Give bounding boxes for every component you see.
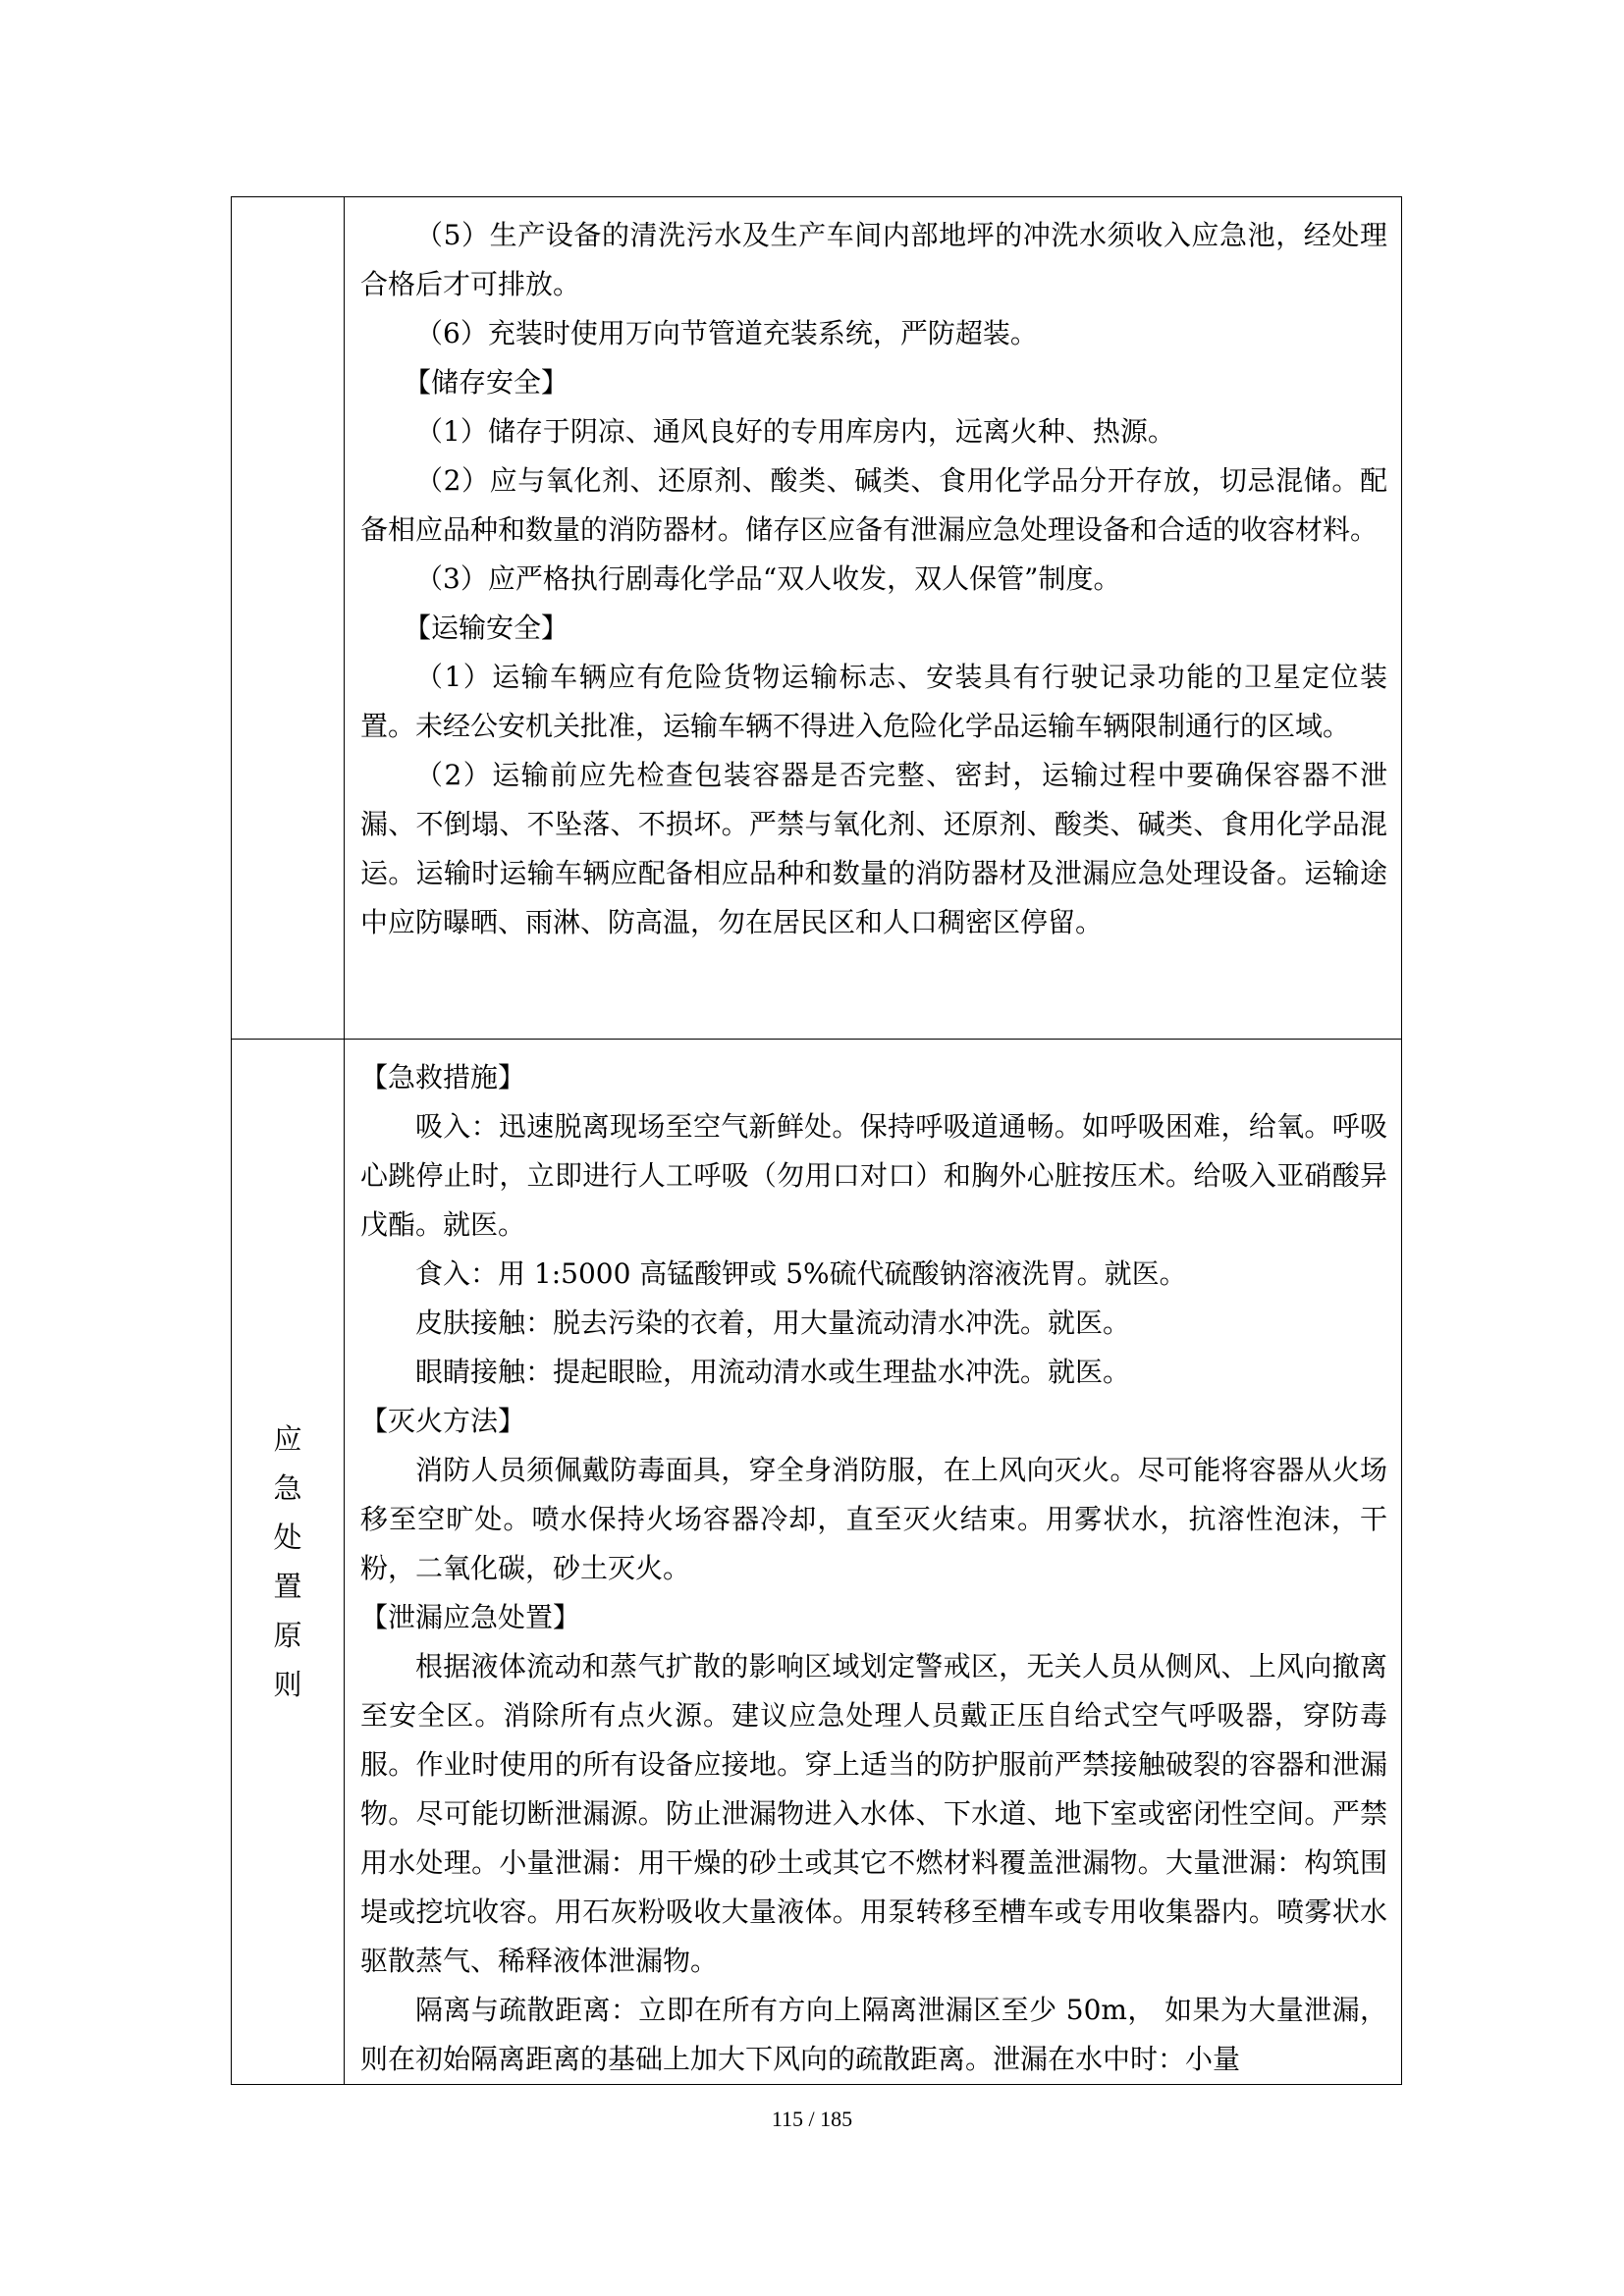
section-heading: 【灭火方法】 <box>360 1405 526 1437</box>
page-number: 115 / 185 <box>771 2107 853 2131</box>
section-heading: 【储存安全】 <box>404 366 569 399</box>
table-row <box>232 197 1402 1040</box>
paragraph: （2）运输前应先检查包装容器是否完整、密封，运输过程中要确保容器不泄漏、不倒塌、不坠落、不损坏。严禁与氧化剂、还原剂、酸类、碱类、食用化学品混运。运输时运输车辆应配备相应品种和数量的消防器材及泄漏应急处理设备。运输途中应防曝晒、雨淋、防高温，勿在居民区和人口稠密区停留。 <box>360 759 1387 938</box>
section-heading: 【运输安全】 <box>404 612 569 644</box>
section-heading: 【泄漏应急处置】 <box>360 1601 581 1633</box>
paragraph: （6）充装时使用万向节管道充装系统，严防超装。 <box>415 317 1038 349</box>
emergency-response-text <box>345 1040 1401 2084</box>
safety-measures-text <box>345 197 1401 947</box>
paragraph: 眼睛接触：提起眼睑，用流动清水或生理盐水冲洗。就医。 <box>415 1356 1131 1388</box>
row-label-cell <box>232 197 345 1040</box>
paragraph: （3）应严格执行剧毒化学品“双人收发，双人保管”制度。 <box>415 562 1121 595</box>
row-label-cell <box>232 1040 345 2085</box>
paragraph: （2）应与氧化剂、还原剂、酸类、碱类、食用化学品分开存放，切忌混储。配备相应品种和数量的消防器材。储存区应备有泄漏应急处理设备和合适的收容材料。 <box>360 464 1387 546</box>
paragraph: 食入：用 1:5000 高锰酸钾或 5%硫代硫酸钠溶液洗胃。就医。 <box>415 1257 1187 1290</box>
paragraph: 隔离与疏散距离：立即在所有方向上隔离泄漏区至少 50m， 如果为大量泄漏，则在初始隔离距离的基础上加大下风向的疏散距离。泄漏在水中时：小量 <box>360 1994 1388 2075</box>
content-table <box>231 196 1402 2085</box>
paragraph: 吸入：迅速脱离现场至空气新鲜处。保持呼吸道通畅。如呼吸困难，给氧。呼吸心跳停止时，立即进行人工呼吸（勿用口对口）和胸外心脏按压术。给吸入亚硝酸异戊酯。就医。 <box>360 1110 1387 1241</box>
content-cell <box>345 1040 1402 2085</box>
paragraph: （1）储存于阴凉、通风良好的专用库房内，远离火种、热源。 <box>415 415 1175 448</box>
row-label: 应急处置原则 <box>273 1422 302 1701</box>
content-cell <box>345 197 1402 1040</box>
paragraph: 皮肤接触：脱去污染的衣着，用大量流动清水冲洗。就医。 <box>415 1307 1131 1339</box>
paragraph: 消防人员须佩戴防毒面具，穿全身消防服，在上风向灭火。尽可能将容器从火场移至空旷处。喷水保持火场容器冷却，直至灭火结束。用雾状水，抗溶性泡沫，干粉，二氧化碳，砂土灭火。 <box>360 1454 1387 1584</box>
paragraph: （1）运输车辆应有危险货物运输标志、安装具有行驶记录功能的卫星定位装置。未经公安机关批准，运输车辆不得进入危险化学品运输车辆限制通行的区域。 <box>360 661 1387 742</box>
table-row <box>232 1040 1402 2085</box>
paragraph: （5）生产设备的清洗污水及生产车间内部地坪的冲洗水须收入应急池，经处理合格后才可排放。 <box>360 219 1387 300</box>
paragraph: 根据液体流动和蒸气扩散的影响区域划定警戒区，无关人员从侧风、上风向撤离至安全区。消除所有点火源。建议应急处理人员戴正压自给式空气呼吸器，穿防毒服。作业时使用的所有设备应接地。穿上适当的防护服前严禁接触破裂的容器和泄漏物。尽可能切断泄漏源。防止泄漏物进入水体、下水道、地下室或密闭性空间。严禁用水处理。小量泄漏：用干燥的砂土或其它不燃材料覆盖泄漏物。大量泄漏：构筑围堤或挖坑收容。用石灰粉吸收大量液体。用泵转移至槽车或专用收集器内。喷雾状水驱散蒸气、稀释液体泄漏物。 <box>360 1650 1387 1977</box>
section-heading: 【急救措施】 <box>360 1061 526 1094</box>
